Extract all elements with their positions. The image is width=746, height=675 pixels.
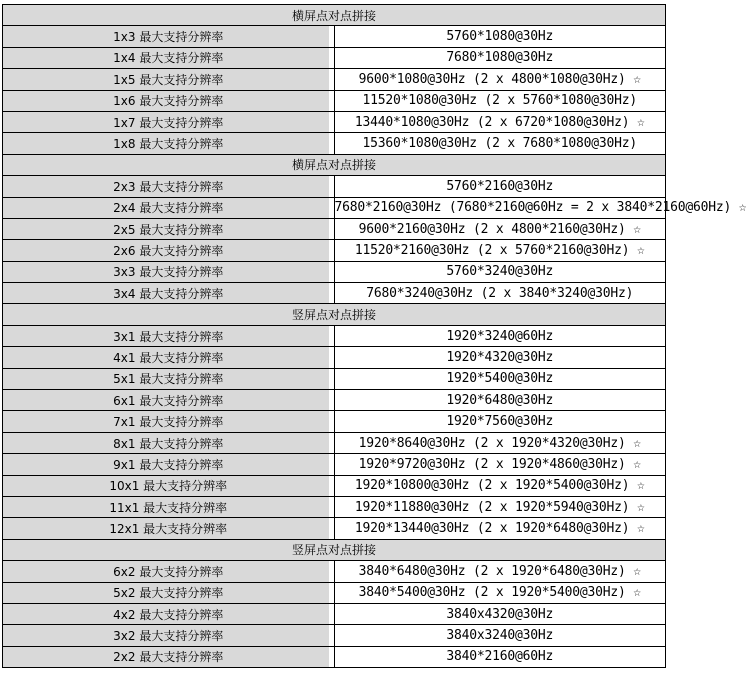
label-divider: [328, 497, 334, 517]
table-row: [3, 368, 666, 389]
row-value: 1920*6480@30Hz: [334, 390, 666, 411]
label-divider: [328, 390, 334, 410]
table-row: [3, 454, 666, 475]
row-label-cell: [3, 646, 335, 667]
row-value: 1920*8640@30Hz (2 x 1920*4320@30Hz) ☆: [334, 432, 666, 453]
label-divider: [328, 326, 334, 346]
table-row: [3, 26, 666, 47]
row-label: 5x2 最大支持分辨率: [113, 586, 224, 601]
label-divider: [328, 454, 334, 474]
section-header-row: [3, 539, 666, 560]
row-value: 3840*5400@30Hz (2 x 1920*5400@30Hz) ☆: [334, 582, 666, 603]
row-label: 2x4 最大支持分辨率: [113, 201, 224, 216]
label-divider: [328, 219, 334, 239]
row-label: 1x8 最大支持分辨率: [113, 137, 224, 152]
row-value: 7680*3240@30Hz (2 x 3840*3240@30Hz): [334, 283, 666, 304]
row-label-cell: [3, 390, 335, 411]
row-label-cell: [3, 69, 335, 90]
table-row: [3, 133, 666, 154]
row-label: 1x3 最大支持分辨率: [113, 30, 224, 45]
table-row: [3, 197, 666, 218]
row-label-cell: [3, 603, 335, 624]
row-label-cell: [3, 133, 335, 154]
table-row: [3, 625, 666, 646]
table-row: [3, 475, 666, 496]
row-value: 3840x4320@30Hz: [334, 603, 666, 624]
table-row: [3, 411, 666, 432]
row-value: 1920*4320@30Hz: [334, 347, 666, 368]
table-row: [3, 582, 666, 603]
table-row: [3, 218, 666, 239]
label-divider: [328, 433, 334, 453]
row-value: 11520*2160@30Hz (2 x 5760*2160@30Hz) ☆: [334, 240, 666, 261]
row-label-cell: [3, 368, 335, 389]
row-label: 5x1 最大支持分辨率: [113, 372, 224, 387]
label-divider: [328, 26, 334, 46]
table-row: [3, 240, 666, 261]
row-label-cell: [3, 218, 335, 239]
row-label-cell: [3, 197, 335, 218]
label-divider: [328, 69, 334, 89]
section-header-row: [3, 5, 666, 26]
row-label-cell: [3, 261, 335, 282]
row-label: 3x2 最大支持分辨率: [113, 629, 224, 644]
row-value: 1920*9720@30Hz (2 x 1920*4860@30Hz) ☆: [334, 454, 666, 475]
table-row: [3, 47, 666, 68]
table-row: [3, 496, 666, 517]
row-label: 11x1 最大支持分辨率: [109, 500, 228, 515]
row-value: 5760*3240@30Hz: [334, 261, 666, 282]
section-header-row: [3, 304, 666, 325]
section-title: 横屏点对点拼接: [3, 154, 666, 175]
row-label-cell: [3, 496, 335, 517]
table-row: [3, 176, 666, 197]
section-header-row: [3, 154, 666, 175]
section-title: 竖屏点对点拼接: [3, 539, 666, 560]
row-label: 1x4 最大支持分辨率: [113, 51, 224, 66]
row-label: 12x1 最大支持分辨率: [109, 522, 228, 537]
row-label-cell: [3, 411, 335, 432]
label-divider: [328, 240, 334, 260]
row-label: 4x2 最大支持分辨率: [113, 607, 224, 622]
row-label: 6x1 最大支持分辨率: [113, 393, 224, 408]
label-divider: [328, 369, 334, 389]
label-divider: [328, 476, 334, 496]
label-divider: [328, 283, 334, 303]
section-title: 横屏点对点拼接: [3, 5, 666, 26]
row-label: 7x1 最大支持分辨率: [113, 415, 224, 430]
row-value: 9600*2160@30Hz (2 x 4800*2160@30Hz) ☆: [334, 218, 666, 239]
resolution-document: [2, 4, 746, 668]
row-label-cell: [3, 347, 335, 368]
row-label-cell: [3, 26, 335, 47]
row-label-cell: [3, 47, 335, 68]
row-value: 3840x3240@30Hz: [334, 625, 666, 646]
label-divider: [328, 518, 334, 538]
resolution-table-body: [3, 5, 746, 668]
table-row: [3, 390, 666, 411]
label-divider: [328, 583, 334, 603]
table-row: [3, 518, 666, 539]
row-label: 10x1 最大支持分辨率: [109, 479, 228, 494]
row-value: 3840*2160@60Hz: [334, 646, 666, 667]
table-row: [3, 283, 666, 304]
row-label: 3x1 最大支持分辨率: [113, 329, 224, 344]
table-row: [3, 432, 666, 453]
label-divider: [328, 133, 334, 153]
label-divider: [328, 91, 334, 111]
label-divider: [328, 411, 334, 431]
label-divider: [328, 112, 334, 132]
row-label-cell: [3, 582, 335, 603]
row-value: 1920*11880@30Hz (2 x 1920*5940@30Hz) ☆: [334, 496, 666, 517]
row-value: 11520*1080@30Hz (2 x 5760*1080@30Hz): [334, 90, 666, 111]
row-label-cell: [3, 475, 335, 496]
row-label-cell: [3, 561, 335, 582]
row-label: 1x5 最大支持分辨率: [113, 72, 224, 87]
label-divider: [328, 647, 334, 667]
row-label-cell: [3, 518, 335, 539]
table-row: [3, 561, 666, 582]
row-value: 7680*1080@30Hz: [334, 47, 666, 68]
label-divider: [328, 347, 334, 367]
row-value: 1920*5400@30Hz: [334, 368, 666, 389]
label-divider: [328, 625, 334, 645]
row-value: 1920*13440@30Hz (2 x 1920*6480@30Hz) ☆: [334, 518, 666, 539]
row-label-cell: [3, 111, 335, 132]
row-label: 1x6 最大支持分辨率: [113, 94, 224, 109]
row-label-cell: [3, 283, 335, 304]
resolution-table: [2, 4, 746, 668]
table-row: [3, 646, 666, 667]
row-label: 9x1 最大支持分辨率: [113, 457, 224, 472]
row-label: 4x1 最大支持分辨率: [113, 350, 224, 365]
row-label: 6x2 最大支持分辨率: [113, 564, 224, 579]
row-label-cell: [3, 90, 335, 111]
table-row: [3, 261, 666, 282]
row-label: 2x6 最大支持分辨率: [113, 243, 224, 258]
row-value: 9600*1080@30Hz (2 x 4800*1080@30Hz) ☆: [334, 69, 666, 90]
label-divider: [328, 176, 334, 196]
row-label-cell: [3, 240, 335, 261]
row-value: 13440*1080@30Hz (2 x 6720*1080@30Hz) ☆: [334, 111, 666, 132]
table-row: [3, 90, 666, 111]
row-value: 7680*2160@30Hz (7680*2160@60Hz = 2 x 3840*2160@60Hz) ☆: [334, 197, 666, 218]
row-value: 1920*10800@30Hz (2 x 1920*5400@30Hz) ☆: [334, 475, 666, 496]
row-value: 1920*3240@60Hz: [334, 325, 666, 346]
row-label-cell: [3, 625, 335, 646]
row-value: 5760*1080@30Hz: [334, 26, 666, 47]
row-label-cell: [3, 325, 335, 346]
row-value: 5760*2160@30Hz: [334, 176, 666, 197]
section-title: 竖屏点对点拼接: [3, 304, 666, 325]
table-row: [3, 347, 666, 368]
label-divider: [328, 604, 334, 624]
row-value: 3840*6480@30Hz (2 x 1920*6480@30Hz) ☆: [334, 561, 666, 582]
row-label-cell: [3, 454, 335, 475]
row-label: 3x4 最大支持分辨率: [113, 286, 224, 301]
table-row: [3, 325, 666, 346]
row-label: 2x3 最大支持分辨率: [113, 179, 224, 194]
row-label-cell: [3, 432, 335, 453]
row-label: 1x7 最大支持分辨率: [113, 115, 224, 130]
label-divider: [328, 262, 334, 282]
row-value: 15360*1080@30Hz (2 x 7680*1080@30Hz): [334, 133, 666, 154]
row-value: 1920*7560@30Hz: [334, 411, 666, 432]
label-divider: [328, 198, 334, 218]
label-divider: [328, 561, 334, 581]
table-row: [3, 603, 666, 624]
row-label: 3x3 最大支持分辨率: [113, 265, 224, 280]
row-label-cell: [3, 176, 335, 197]
table-row: [3, 111, 666, 132]
row-label: 2x5 最大支持分辨率: [113, 222, 224, 237]
row-label: 2x2 最大支持分辨率: [113, 650, 224, 665]
label-divider: [328, 48, 334, 68]
table-row: [3, 69, 666, 90]
row-label: 8x1 最大支持分辨率: [113, 436, 224, 451]
